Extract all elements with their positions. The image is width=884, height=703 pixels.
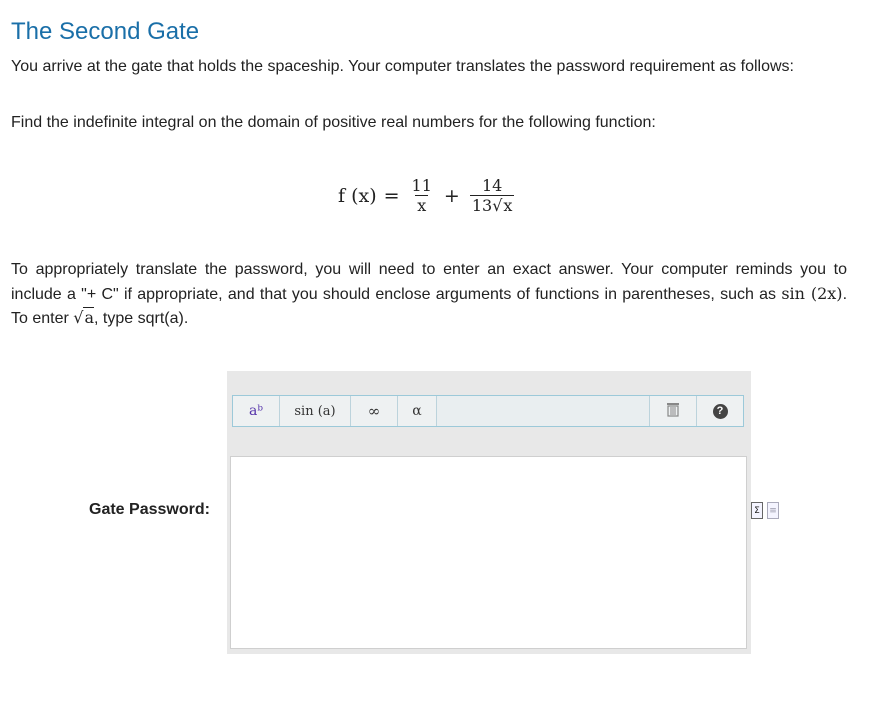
power-button[interactable]: aᵇ — [233, 396, 280, 426]
term2-denominator — [470, 195, 515, 215]
intro-text: You arrive at the gate that holds the spaceship. Your computer translates the password requirement as follows: — [11, 58, 794, 75]
sqrt-radicand-inline: a — [84, 308, 95, 327]
help-icon: ? — [713, 404, 728, 419]
help-button[interactable] — [697, 396, 743, 426]
math-editor — [227, 371, 751, 654]
fraction-term1 — [410, 177, 434, 215]
instructions-sqrt-example — [73, 307, 94, 327]
gate-password-label: Gate Password: — [89, 501, 210, 518]
question-text: Find the indefinite integral on the domain of positive real numbers for the following function: — [11, 114, 656, 131]
sqrt-symbol-inline: √ — [73, 308, 84, 327]
fraction-term2 — [470, 177, 515, 215]
math-toolbar — [232, 395, 744, 427]
formula-lhs: f (x) — [338, 185, 377, 207]
instructions-sin-example: sin (2x) — [781, 283, 843, 303]
page-title: The Second Gate — [11, 18, 200, 45]
formula-equals: = — [383, 185, 400, 207]
side-icons — [751, 502, 779, 519]
gate-password-input[interactable] — [230, 456, 747, 649]
instructions-part1: To appropriately translate the password, you will need to enter an exact answer. Your computer reminds you to include a "+ C" if appropriate, and that you should enclose arguments of functions in parentheses, such as — [11, 261, 847, 303]
term2-radicand: x — [503, 196, 513, 215]
text-mode-icon[interactable]: ≡ — [767, 502, 779, 519]
sqrt-symbol: √ — [492, 196, 503, 215]
term2-numerator: 14 — [481, 176, 503, 195]
term2-coef: 13 — [471, 196, 493, 215]
delete-button[interactable] — [650, 396, 697, 426]
instructions-text — [11, 258, 847, 331]
equation-editor-icon[interactable]: Σ — [751, 502, 763, 519]
instructions-part3: , type sqrt(a). — [94, 310, 189, 327]
sin-button[interactable]: sin (a) — [280, 396, 351, 426]
term1-denominator: x — [417, 196, 427, 215]
toolbar-spacer — [437, 396, 650, 426]
formula-plus: + — [443, 185, 460, 207]
term1-numerator: 11 — [411, 176, 432, 195]
trash-icon — [666, 402, 680, 421]
infinity-button[interactable]: ∞ — [351, 396, 398, 426]
instructions-part2: . To enter — [11, 285, 848, 327]
alpha-button[interactable]: α — [398, 396, 437, 426]
function-formula — [338, 176, 517, 216]
